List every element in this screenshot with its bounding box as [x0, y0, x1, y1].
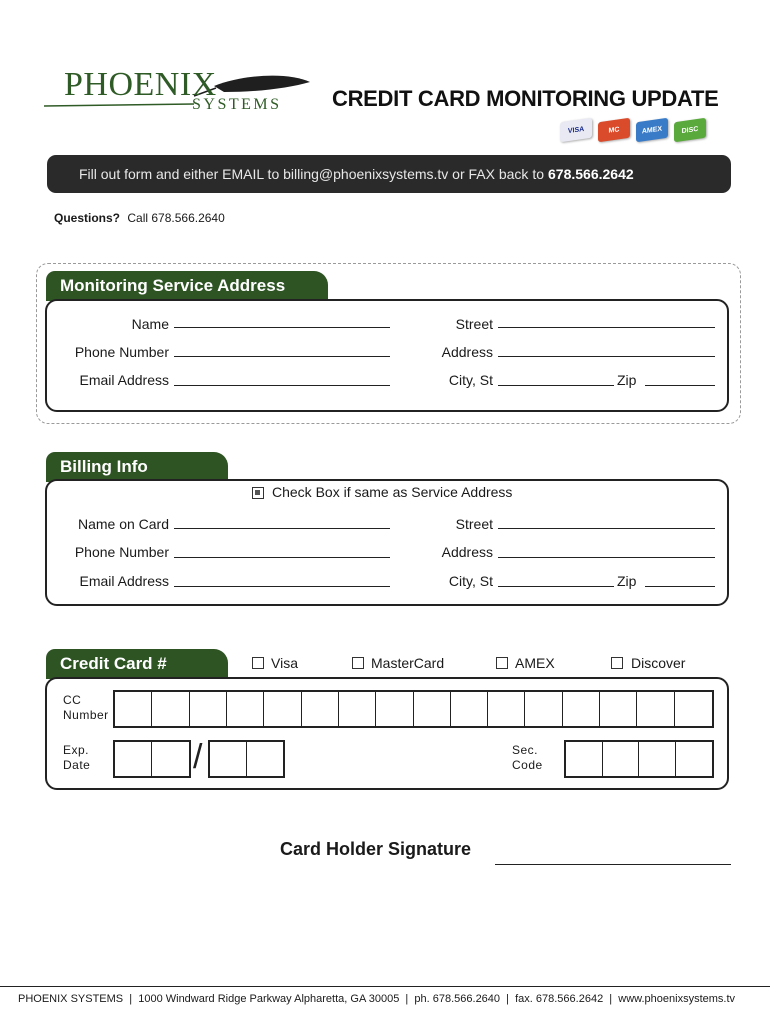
cc-digit-box[interactable] [488, 692, 525, 726]
visa-checkbox[interactable] [252, 657, 264, 669]
billing-email-field[interactable] [174, 586, 390, 587]
service-street-label: Street [455, 316, 493, 332]
credit-card-tab: Credit Card # [46, 649, 228, 679]
billing-email-label: Email Address [79, 573, 169, 589]
cc-digit-box[interactable] [600, 692, 637, 726]
cc-digit-box[interactable] [675, 692, 712, 726]
exp-month-field[interactable] [113, 740, 191, 778]
cc-digit-box[interactable] [563, 692, 600, 726]
exp-date-label-line1: Exp. [63, 743, 90, 757]
service-address-tab: Monitoring Service Address [46, 271, 328, 301]
same-as-service-label: Check Box if same as Service Address [272, 484, 513, 500]
service-name-label: Name [131, 316, 169, 332]
sec-code-field[interactable] [564, 740, 714, 778]
discover-checkbox[interactable] [611, 657, 623, 669]
discover-card-icon: DISC [674, 118, 706, 142]
exp-date-label [63, 743, 90, 773]
service-street-field[interactable] [498, 327, 715, 328]
exp-date-label-line2: Date [63, 758, 91, 772]
billing-address-field[interactable] [498, 557, 715, 558]
billing-city-field[interactable] [498, 586, 614, 587]
cc-digit-box[interactable] [190, 692, 227, 726]
mastercard-checkbox[interactable] [352, 657, 364, 669]
cc-number-label-line2: Number [63, 708, 109, 722]
billing-name-field[interactable] [174, 528, 390, 529]
service-email-label: Email Address [79, 372, 169, 388]
questions-line [54, 211, 225, 225]
service-phone-label: Phone Number [74, 344, 169, 360]
billing-zip-label: Zip [617, 573, 637, 589]
signature-label: Card Holder Signature [280, 839, 472, 859]
sec-digit-box[interactable] [676, 742, 712, 776]
service-address-label: Address [441, 344, 493, 360]
discover-label: Discover [631, 655, 686, 671]
amex-checkbox[interactable] [496, 657, 508, 669]
billing-name-label: Name on Card [77, 516, 169, 532]
billing-street-field[interactable] [498, 528, 715, 529]
exp-digit-box[interactable] [210, 742, 247, 776]
cc-digit-box[interactable] [414, 692, 451, 726]
exp-digit-box[interactable] [247, 742, 284, 776]
banner-fax-number: 678.566.2642 [548, 166, 634, 182]
sec-digit-box[interactable] [639, 742, 676, 776]
billing-zip-field[interactable] [645, 586, 715, 587]
service-phone-field[interactable] [174, 356, 390, 357]
sec-code-label-line2: Code [512, 758, 543, 772]
visa-card-icon: VISA [560, 118, 592, 142]
cc-digit-box[interactable] [339, 692, 376, 726]
amex-card-icon: AMEX [636, 118, 668, 142]
footer-text: PHOENIX SYSTEMS | 1000 Windward Ridge Parkway Alpharetta, GA 30005 | ph. 678.566.2640 | fax. 678.566.2642 | www.phoenixsystems.tv [18, 992, 736, 1005]
service-zip-field[interactable] [645, 385, 715, 386]
mastercard-card-icon: MC [598, 118, 630, 142]
exp-year-field[interactable] [208, 740, 285, 778]
service-zip-label: Zip [617, 372, 637, 388]
amex-label: AMEX [515, 655, 555, 671]
cc-number-label-line1: CC [63, 693, 82, 707]
phoenix-systems-logo [44, 66, 314, 118]
visa-label: Visa [271, 655, 298, 671]
cc-digit-box[interactable] [227, 692, 264, 726]
brand-name: PHOENIX [64, 66, 217, 103]
service-name-field[interactable] [174, 327, 390, 328]
sec-code-label-line1: Sec. [512, 743, 539, 757]
brand-subtitle: SYSTEMS [192, 96, 282, 113]
service-city-field[interactable] [498, 385, 614, 386]
billing-phone-label: Phone Number [74, 544, 169, 560]
sec-code-label [512, 743, 543, 773]
billing-address-label: Address [441, 544, 493, 560]
exp-date-separator: / [193, 738, 203, 776]
page-title: CREDIT CARD MONITORING UPDATE [332, 86, 719, 111]
service-city-label: City, St [448, 372, 493, 388]
footer [0, 986, 770, 1010]
billing-street-label: Street [455, 516, 493, 532]
cc-digit-box[interactable] [115, 692, 152, 726]
questions-phone: Call 678.566.2640 [127, 211, 225, 225]
cc-digit-box[interactable] [152, 692, 189, 726]
sec-digit-box[interactable] [566, 742, 603, 776]
cc-digit-box[interactable] [637, 692, 674, 726]
mastercard-label: MasterCard [371, 655, 445, 671]
cc-digit-box[interactable] [376, 692, 413, 726]
exp-digit-box[interactable] [115, 742, 152, 776]
instructions-banner [47, 155, 731, 193]
service-email-field[interactable] [174, 385, 390, 386]
questions-label: Questions? [54, 211, 121, 225]
billing-info-tab: Billing Info [46, 452, 228, 482]
cc-number-label [63, 693, 109, 723]
exp-digit-box[interactable] [152, 742, 189, 776]
sec-digit-box[interactable] [603, 742, 640, 776]
cc-digit-box[interactable] [264, 692, 301, 726]
cc-digit-box[interactable] [302, 692, 339, 726]
accepted-cards [560, 120, 706, 140]
cc-number-field[interactable] [113, 690, 714, 728]
billing-city-label: City, St [448, 573, 493, 589]
cc-digit-box[interactable] [451, 692, 488, 726]
same-as-service-checkbox[interactable] [252, 487, 264, 499]
service-address-field[interactable] [498, 356, 715, 357]
cc-digit-box[interactable] [525, 692, 562, 726]
signature-field[interactable] [495, 864, 731, 865]
billing-phone-field[interactable] [174, 557, 390, 558]
banner-text: Fill out form and either EMAIL to billing@phoenixsystems.tv or FAX back to [79, 166, 545, 182]
